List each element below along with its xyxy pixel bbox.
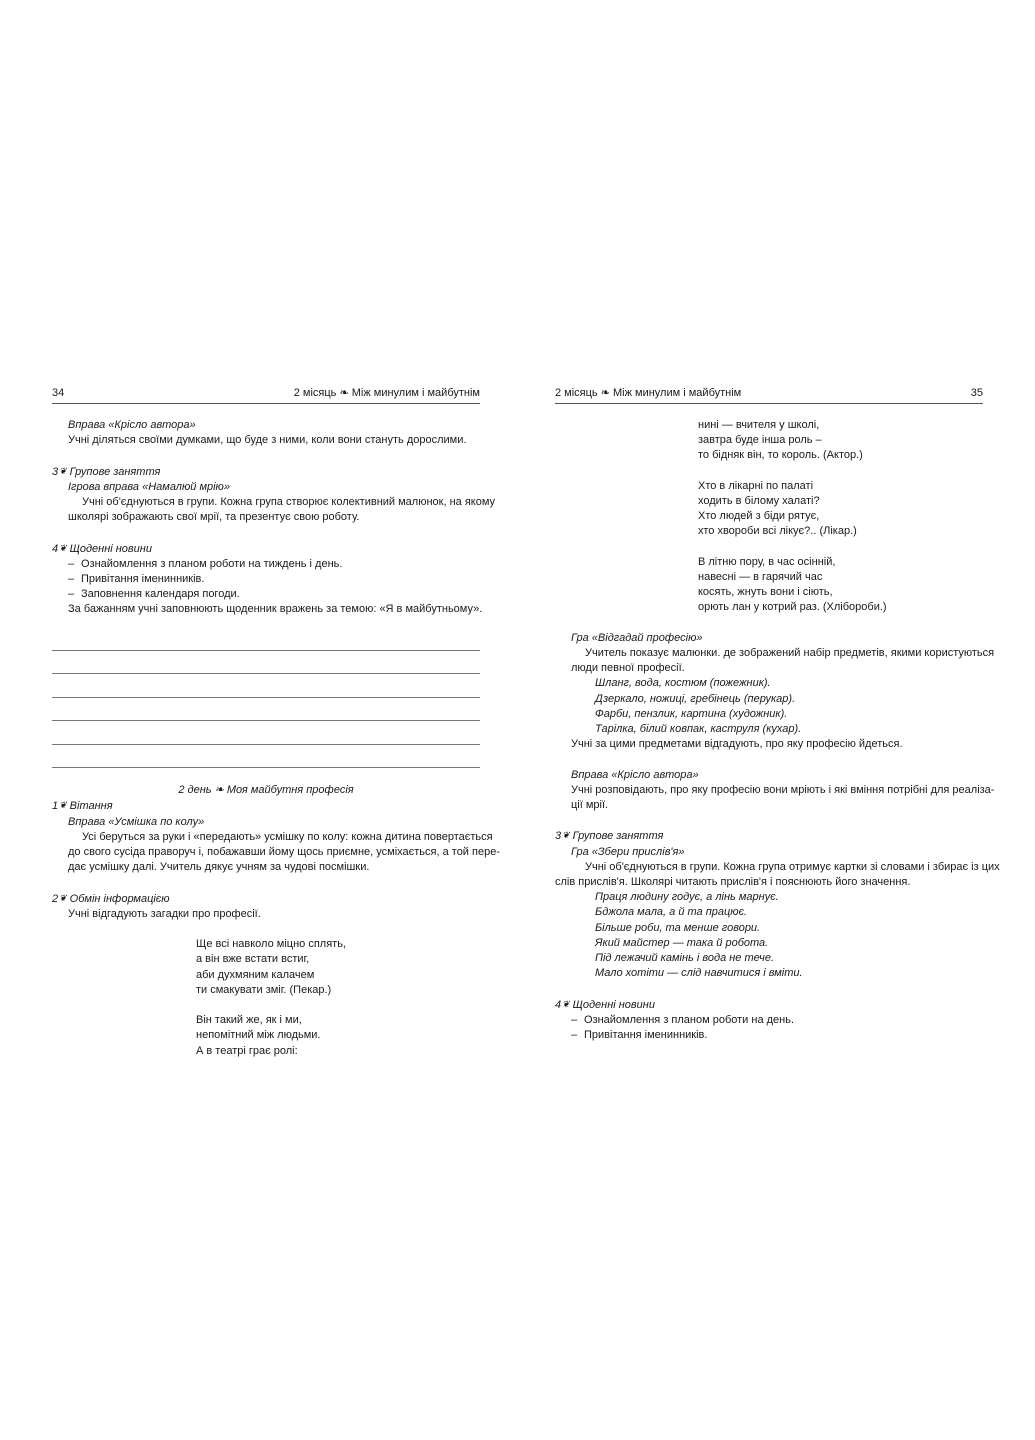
list-item: – Заповнення календаря погоди. [52,587,480,602]
riddle-line: ти смакувати зміг. (Пекар.) [196,983,332,996]
riddle-line: Хто людей з біди рятує, [698,510,820,523]
writing-line [52,651,480,674]
left-page-content [52,404,500,1059]
list-item: Тарілка, білий ковпак, каструля (кухар). [595,723,802,736]
running-title-right: 2 місяць ❧ Між минулим і майбутнім [555,386,742,399]
exercise-title: Вправа «Крісло автора» [68,419,196,431]
page-number-left: 34 [52,386,65,399]
paragraph-line: дає усмішку далі. Учитель дякує учням за чудові посмішки. [68,861,370,874]
running-title-left: 2 місяць ❧ Між минулим і майбутнім [293,386,480,399]
writing-line [52,698,480,721]
list-item: Фарби, пензлик, картина (художник). [595,707,788,720]
section-heading [52,891,480,907]
writing-lines [52,628,480,768]
paragraph-line: Учні розповідають, про яку професію вони мріють і які вміння потрібні для реаліза- [571,783,995,796]
exercise-title: Вправа «Крісло автора» [571,768,699,781]
list-item: – Ознайомлення з планом роботи на день. [555,1013,983,1028]
writing-line [52,674,480,697]
paragraph-line: Учні відгадують загадки про професії. [68,907,261,920]
section-subtitle: Гра «Збери прислів'я» [571,845,685,858]
section-title: Щоденні новини [69,542,152,555]
paragraph-line: слів прислів'я. Школярі читають прислів'я і пояснюють його значення. [555,876,911,889]
page-number-right: 35 [970,386,983,399]
paragraph-line: ції мрії. [571,799,609,812]
section-title: Групове заняття [572,830,664,843]
dash-mark: – [68,557,75,570]
running-header-left [52,386,480,404]
riddle-line: аби духмяним калачем [196,968,315,981]
section-number: 3 [52,465,59,478]
paragraph-line: Усі беруться за руки і «передають» усмішку по колу: кожна дитина повертається [82,830,493,843]
section-heading [52,541,480,557]
riddle-line: Він такий же, як і ми, [196,1014,302,1027]
leaf-icon: ❦ [59,800,67,811]
riddle-line: завтра буде інша роль – [698,434,822,447]
leaf-icon: ❦ [59,542,67,553]
riddle-line: хто хвороби всі лікує?.. (Лікар.) [698,525,857,538]
riddle-line: косять, жнуть вони і сіють, [698,586,833,599]
section-heading [52,464,480,480]
section-title: Вітання [69,800,113,813]
section-subtitle: Ігрова вправа «Намалюй мрію» [68,480,230,493]
day-title: 2 день ❧ Моя майбутня професія [178,784,354,797]
riddle-line: Хто в лікарні по палаті [698,479,814,492]
section-heading [555,997,983,1013]
riddle-line: В літню пору, в час осінній, [698,555,836,568]
exercise-text: Учні діляться своїми думками, що буде з ними, коли вони стануть дорослими. [68,434,467,447]
section-number: 3 [555,830,562,843]
leaf-icon: ❦ [59,892,67,903]
paragraph-line: до свого сусіда праворуч і, побажавши йому щось приємне, усміхається, а той пере- [68,845,500,858]
note-text: За бажанням учні заповнюють щоденник вражень за темою: «Я в майбутньому». [68,603,483,616]
paragraph-line: люди певної професії. [571,662,685,675]
section-title: Групове заняття [69,465,161,478]
paragraph-line: Учні за цими предметами відгадують, про яку професію йдеться. [571,738,903,751]
left-page [52,386,500,1059]
proverb-line: Бджола мала, а й та працює. [595,906,748,919]
list-item: Шланг, вода, костюм (пожежник). [595,677,771,690]
list-item: Дзеркало, ножиці, гребінець (перукар). [595,692,796,705]
dash-mark: – [571,1013,578,1026]
game-title: Гра «Відгадай професію» [571,631,703,644]
proverb-line: Праця людину годує, а лінь марнує. [595,891,779,904]
paragraph-line: Учні об'єднуються в групи. Кожна група створює колективний малюнок, на якому [82,496,496,508]
section-heading [555,828,983,844]
section-subtitle: Вправа «Усмішка по колу» [68,815,205,828]
leaf-icon: ❦ [59,465,67,476]
writing-line [52,745,480,768]
section-number: 2 [52,892,59,905]
section-number: 4 [555,998,562,1011]
dash-mark: – [68,573,75,585]
riddle-line: ходить в білому халаті? [698,495,820,507]
list-item: – Привітання іменинників. [52,572,480,587]
list-item: – Ознайомлення з планом роботи на тиждень і день. [52,557,480,572]
section-heading [52,798,480,814]
riddle-line: нині — вчителя у школі, [698,419,820,431]
riddle-line: А в театрі грає ролі: [196,1044,298,1057]
riddle-line: то бідняк він, то король. (Актор.) [698,449,863,462]
section-number: 1 [52,800,59,813]
riddle-line: орють лан у котрий раз. (Хлібороби.) [698,601,887,614]
proverb-line: Під лежачий камінь і вода не тече. [595,952,775,965]
dash-mark: – [571,1029,578,1042]
proverb-line: Більше роби, та менше говори. [595,921,761,934]
leaf-icon: ❦ [562,830,570,841]
riddle-line: непомітний між людьми. [196,1029,321,1042]
right-page [555,386,1000,1043]
dash-mark: – [68,588,75,601]
right-page-content [555,404,1000,1043]
section-number: 4 [52,542,59,555]
list-item: – Привітання іменинників. [555,1028,983,1043]
writing-line [52,628,480,651]
leaf-icon: ❦ [562,998,570,1009]
proverb-line: Який майстер — така й робота. [595,936,769,949]
running-header-right [555,386,983,404]
section-title: Обмін інформацією [69,892,170,905]
proverb-line: Мало хотіти — слід навчитися і вміти. [595,967,803,980]
paragraph-line: Учні об'єднуються в групи. Кожна група отримує картки зі словами і збирає із цих [585,860,1000,873]
riddle-line: а він вже встати встиг, [196,953,310,966]
riddle-line: навесні — в гарячий час [698,571,823,583]
paragraph-line: школярі зображають свої мрії, та презентує свою роботу. [68,511,360,524]
paragraph-line: Учитель показує малюнки. де зображений набір предметів, якими користуються [585,647,995,659]
section-title: Щоденні новини [572,998,655,1011]
writing-line [52,721,480,744]
riddle-line: Ще всі навколо міцно сплять, [196,938,346,951]
